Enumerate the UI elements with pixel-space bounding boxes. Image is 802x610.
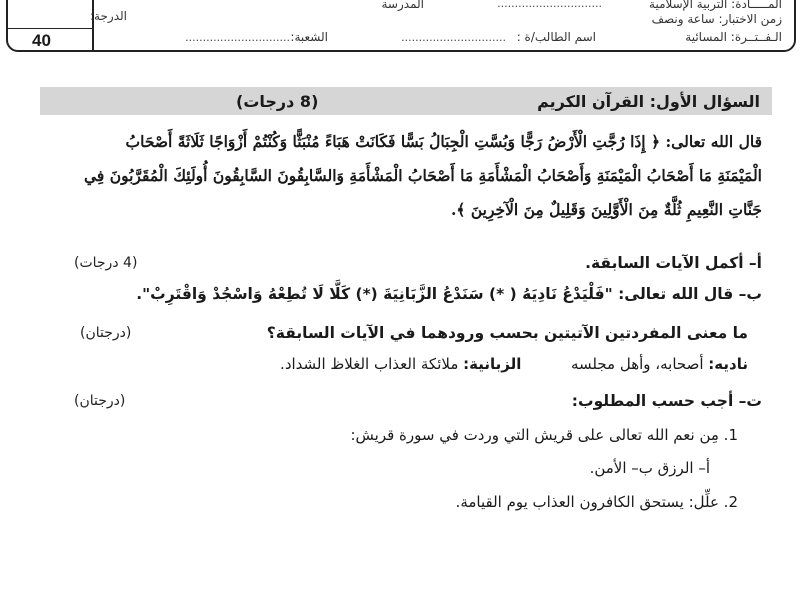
part-b: ب– قال الله تعالى: "فَلْيَدْعُ نَادِيَهُ ( *) سَنَدْعُ الزَّبَانِيَةَ (*) كَلَّا لَا تُطِعْهُ وَاسْجُدْ وَاقْتَرِبْ". — [136, 285, 762, 303]
verse-line-2: الْمَيْمَنَةِ مَا أَصْحَابُ الْمَيْمَنَةِ وَأَصْحَابُ الْمَشْأَمَةِ مَا أَصْحَابُ الْمَشْأَمَةِ وَالسَّابِقُونَ السَّابِقُونَ أُولَئِكَ الْمُقَرَّبُونَ فِي — [84, 166, 762, 185]
meaning-marks: (درجتان) — [80, 325, 132, 341]
student-name-label: اسم الطالب/ة : — [516, 30, 596, 44]
part-a-marks: (4 درجات) — [74, 255, 138, 271]
sub-question-1: 1. مِن نعم الله تعالى على قريش التي وردت في سورة قريش: — [350, 426, 738, 444]
meaning-line — [280, 355, 748, 373]
part-a: أ– أكمل الآيات السابقة. — [585, 254, 762, 272]
verse-line-1: قال الله تعالى: ﴿ إِذَا رُجَّتِ الْأَرْضُ رَجًّا وَبُسَّتِ الْجِبَالُ بَسًّا فَكَانَتْ هَبَاءً مُنْبَثًّا وَكُنْتُمْ أَزْوَاجًا ثَلَاثَةً أَصْحَابُ — [125, 132, 762, 151]
score-divider — [8, 28, 92, 29]
subject-label: المـــــادة: التربية الإسلامية — [649, 0, 782, 11]
subject-dots: .............................. — [497, 0, 602, 10]
question-title: السؤال الأول: القرآن الكريم — [537, 92, 760, 111]
part-c: ت– أجب حسب المطلوب: — [571, 392, 762, 410]
section-label: الشعبة: — [290, 30, 328, 44]
term-2: الزبانية: — [463, 355, 522, 373]
meaning-question: ما معنى المفردتين الآتيتين بحسب ورودهما في الآيات السابقة؟ — [266, 324, 748, 342]
sub-question-2: 2. علِّل: يستحق الكافرون العذاب يوم القيامة. — [455, 493, 738, 511]
section-dots: .............................. — [185, 31, 290, 44]
school-label: المدرسة — [381, 0, 424, 11]
grade-label: الدرجة: — [90, 9, 127, 23]
definition-2: ملائكة العذاب الغلاظ الشداد. — [280, 355, 459, 373]
term-1: ناديه: — [708, 355, 748, 373]
part-c-marks: (درجتان) — [74, 393, 126, 409]
definition-1: أصحابه، وأهل مجلسه — [570, 355, 704, 373]
student-name-dots: .............................. — [401, 31, 506, 44]
period-label: الـفــتــرة: المسائية — [685, 30, 782, 44]
duration-label: زمن الاختبار: ساعة ونصف — [651, 12, 782, 26]
question-marks: (8 درجات) — [236, 92, 319, 111]
verse-line-3: جَنَّاتِ النَّعِيمِ ثُلَّةٌ مِنَ الْأَوَّلِينَ وَقَلِيلٌ مِنَ الْآخِرِينَ ﴾. — [450, 200, 762, 219]
score-box — [8, 0, 94, 52]
total-score: 40 — [32, 31, 51, 50]
sub-question-1-answers: أ– الرزق ب– الأمن. — [589, 459, 710, 477]
